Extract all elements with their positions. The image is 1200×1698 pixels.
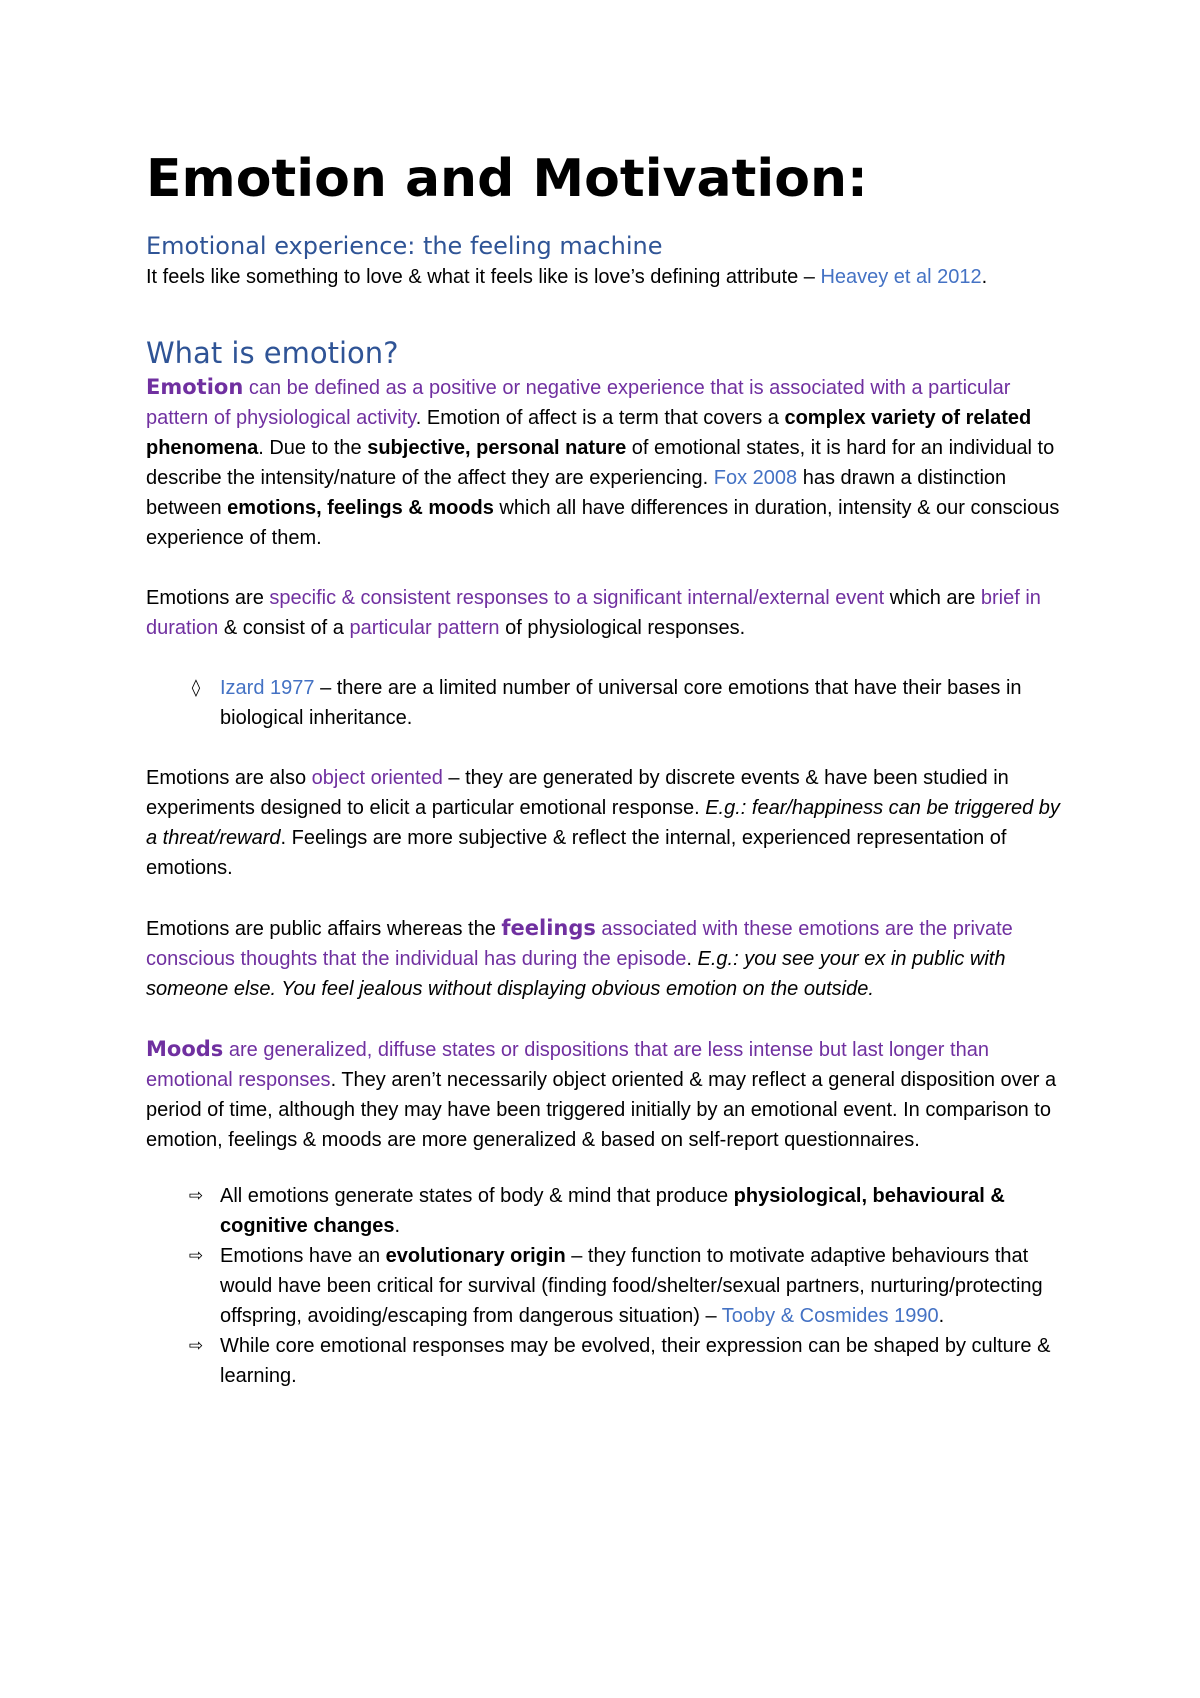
arrow-bullet-icon: ⇨ <box>188 1186 204 1206</box>
list-item: ⇨ All emotions generate states of body & mind that produce physiological, behavioural & cognitive changes. <box>146 1181 1070 1241</box>
arrow-list <box>146 1181 1070 1391</box>
page-title: Emotion and Motivation: <box>146 149 868 209</box>
citation-izard: Izard 1977 <box>220 677 315 699</box>
section-heading-emotional-experience: Emotional experience: the feeling machine <box>146 232 663 260</box>
list-item: ◊ Izard 1977 – there are a limited number of universal core emotions that have their bases in biological inheritance. <box>146 673 1070 733</box>
paragraph-love-quote: It feels like something to love & what it feels like is love’s defining attribute – Heavey et al 2012. <box>146 266 988 288</box>
paragraph-emotions-are: Emotions are specific & consistent responses to a significant internal/external event which are brief in duration & consist of a particular pattern of physiological responses. <box>146 587 1041 639</box>
paragraph-feelings: Emotions are public affairs whereas the feelings associated with these emotions are the private conscious thoughts that the individual has during the episode. E.g.: you see your ex in public with someone else. You feel jealous without displaying obvious emotion on the outside. <box>146 916 1013 1000</box>
arrow-bullet-icon: ⇨ <box>188 1336 204 1356</box>
keyword-emotion: Emotion <box>146 375 244 399</box>
list-item: ⇨ While core emotional responses may be evolved, their expression can be shaped by culture & learning. <box>146 1331 1070 1391</box>
bullet-list-izard <box>146 673 1070 733</box>
keyword-feelings: feelings <box>501 916 596 940</box>
arrow-bullet-icon: ⇨ <box>188 1246 204 1266</box>
list-item: ⇨ Emotions have an evolutionary origin – they function to motivate adaptive behaviours that would have been critical for survival (finding food/shelter/sexual partners, nurturing/protecting offspring, avoiding/escaping from dangerous situation) – Tooby & Cosmides 1990. <box>146 1241 1070 1331</box>
definition-feelings: associated with these emotions are the private conscious thoughts that the individual has during the episode <box>146 918 1013 970</box>
paragraph-object-oriented: Emotions are also object oriented – they are generated by discrete events & have been studied in experiments designed to elicit a particular emotional response. E.g.: fear/happiness can be triggered by a threat/reward. Feelings are more subjective & reflect the internal, experienced representation of emotions. <box>146 767 1060 879</box>
citation-fox: Fox 2008 <box>713 467 798 489</box>
section-heading-what-is-emotion: What is emotion? <box>146 336 399 370</box>
paragraph-emotion-definition: Emotion can be defined as a positive or negative experience that is associated with a particular pattern of physiological activity. Emotion of affect is a term that covers a complex variety of related phenomena. Due to the subjective, personal nature of emotional states, it is hard for an individual to describe the intensity/nature of the affect they are experiencing. Fox 2008 has drawn a distinction between emotions, feelings & moods which all have differences in duration, intensity & our conscious experience of them. <box>146 375 1060 549</box>
paragraph-moods: Moods are generalized, diffuse states or dispositions that are less intense but last longer than emotional responses. They aren’t necessarily object oriented & may reflect a general disposition over a period of time, although they may have been triggered initially by an emotional event. In comparison to emotion, feelings & moods are more generalized & based on self-report questionnaires. <box>146 1037 1057 1151</box>
diamond-bullet-icon: ◊ <box>191 678 201 698</box>
citation-tooby-cosmides: Tooby & Cosmides 1990 <box>721 1305 939 1327</box>
definition-emotion: can be defined as a positive or negative experience that is associated with a particular pattern of physiological activity <box>146 377 1011 429</box>
definition-moods: are generalized, diffuse states or dispositions that are less intense but last longer than emotional responses <box>146 1039 989 1091</box>
citation-heavey: Heavey et al 2012 <box>820 266 982 288</box>
keyword-moods: Moods <box>146 1037 224 1061</box>
